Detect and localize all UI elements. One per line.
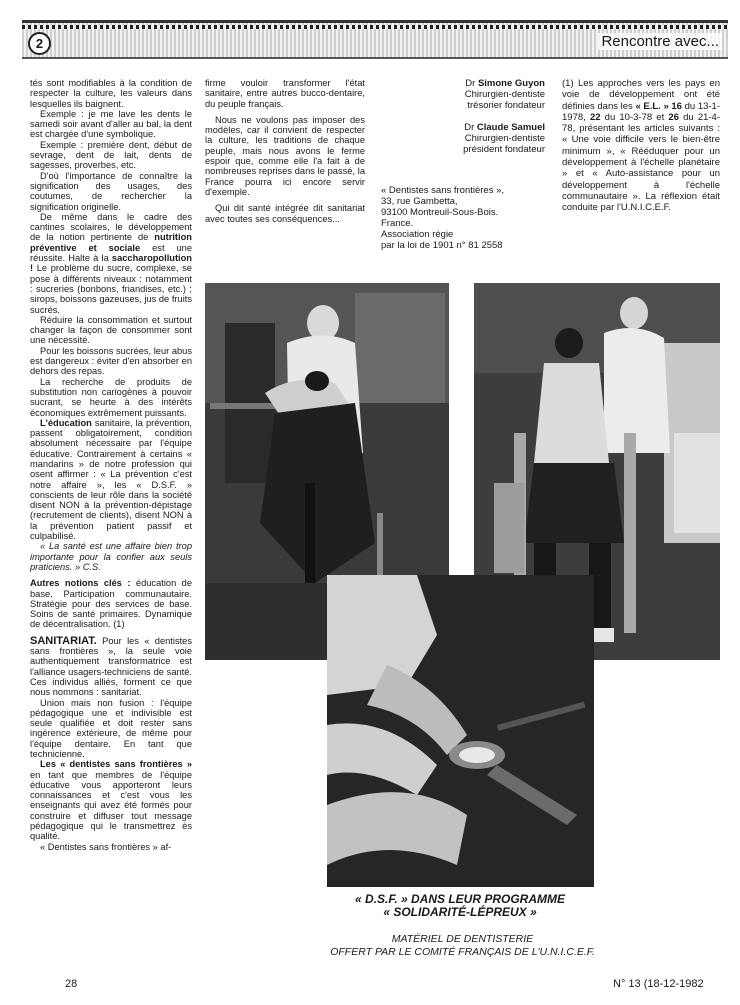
bold-run: « E.L. » 16 [635,100,682,112]
association-address [381,185,546,251]
issue-info: N° 13 (18-12-1982 [613,978,704,990]
quote: « La santé est une affaire bien trop importante pour la confier aux seuls praticiens. » C.S. [30,541,192,572]
signature-2-role: Chirurgien-dentiste [464,133,545,144]
bold-run: L'éducation [40,417,92,428]
key-notions [30,578,192,629]
paragraph: Exemple : je me lave les dents le samedi soir avant d'aller au bal, la dent est chargée d'une symbolique. [30,108,192,140]
text-run: sanitaire, la prévention, passent obligatoirement, condition absolument nécessaire par l'équipe éducative. Contrairement à certains « mandarins » de notre profession qui osent affirmer : « La prévention c'est notre affaire », les « D.S.F. » conscients de leur rôle dans la société disent NON à la prévention-dépistage (recrutement de clients), disent NON à la prévention patient passif et culpabilisé. [30,417,192,542]
text-run: du 21-4-78, présentant les articles suivants : « Une voie difficile vers le bien-être minimum », « Rééduquer pour un développement à l'échelle planétaire » et « Auto-assistance pour un développement à l'échelle communautaire ». La réflexion était conduite par l'U.N.I.C.E.F. [562,111,721,214]
photo-caption [310,893,610,919]
paragraph: tés sont modifiables à la condition de respecter la culture, les valeurs dans lesquelles ils baignent. [30,78,192,109]
paragraph [30,418,192,542]
article-column-2 [205,78,365,224]
bold-run: nutrition préventive et sociale [30,232,192,253]
credit-line: OFFERT PAR LE COMITÉ FRANÇAIS DE L'U.N.I.C.E.F. [330,946,595,958]
text-run: Le problème du sucre, complexe, se pose à différents niveaux : notamment : sucreries (bonbons, friandises, etc.) ; sirops, boissons gazeuses, jus de fruits sucrés. [30,263,192,315]
text-run: Pour les « dentistes sans frontières », la seule voie authentiquement transformatrice est l'alliance usagers-techniciens de santé. Ces individus alliés, forment ce que nous nommons : sanitariat. [30,635,192,698]
caption-line: « D.S.F. » DANS LEUR PROGRAMME [354,892,566,906]
paragraph: Pour les boissons sucrées, leur abus est dangereux : éviter d'en absorber en dehors des repas. [30,345,192,377]
paragraph: « Dentistes sans frontières » af- [40,841,172,852]
paragraph: Réduire la consommation et surtout changer la façon de consommer sont une nécessité. [30,314,192,346]
text-run: (1) Les approches vers les pays en voie de développement ont été définies dans les [562,78,720,112]
bold-run: SANITARIAT. [30,634,97,647]
bold-run: saccharopollution ! [30,253,192,274]
paragraph: Nous ne voulons pas imposer des modèles, car il convient de respecter la culture, les traditions de chaque peuple, mais nous avons le ferme espoir que, comme elle l'a fait à de nombreuses reprises dans le passé, la France pourra ici encore servir d'exemple. [205,114,365,197]
bold-run: Claude Samuel [476,122,545,133]
bold-run: 22 [589,111,601,123]
address-line: 93100 Montreuil-Sous-Bois. [381,207,499,218]
bold-run: 26 [668,111,679,123]
text-run: du 13-1-1978, [562,100,721,123]
text-run: est une réussite. Halte à la [30,242,192,264]
address-line: 33, rue Gambetta, [381,196,458,207]
photo-3-image [327,575,594,887]
credit-line: MATÉRIEL DE DENTISTERIE [391,933,534,945]
address-line: Association régie [381,229,454,240]
bold-run: « dentistes sans frontières » [60,759,192,770]
text-run: De même dans le cadre des cantines scolaires, le développement de la notion pertinente de [30,211,192,243]
signature-1-role: trésorier fondateur [467,100,545,111]
header-stripe [22,25,728,29]
paragraph: Qui dit santé intégrée dit sanitariat avec toutes ses conséquences... [205,203,365,224]
signature-1-role: Chirurgien-dentiste [464,89,545,100]
header-band [22,20,728,59]
bold-run: Simone Guyon [477,78,545,89]
paragraph: Union mais non fusion : l'équipe pédagogique une et indivisible est seule qualifiée et doit rester sans ingérence extérieure, de même pour l'équipe dentaire. En tant que technicienne. [30,697,192,759]
text-run: Dr [465,78,476,89]
paragraph: Exemple : première dent, début de sevrage, dent de lait, dents de sagesses, proverbes, etc. [30,139,192,171]
caption-line: « SOLIDARITÉ-LÉPREUX » [383,905,537,919]
sanitariat-paragraph [30,636,192,698]
signature-2-role: président fondateur [463,144,545,155]
signature-1-name [380,78,545,89]
bold-run: Les [40,759,57,770]
bold-run: Autres notions clés : [30,578,131,589]
text-run: éducation de base. Participation communautaire. Stratégie pour des services de base. Soins de santé primaires. Dynamique de décentralisation. (1) [30,578,193,630]
address-line: France. [381,218,414,229]
text-run: Dr [464,122,475,133]
section-title: Rencontre avec... [598,33,722,50]
page-marker: 2 [28,32,51,55]
text-run: en tant que membres de l'équipe éducative vous apporteront leurs connaissances et c'est vous les enseignants qui avez été formés pour construire et diffuser tout message pédagogique qui le transmettrez ès qualité. [30,769,192,842]
article-column-1 [30,78,192,852]
paragraph: firme vouloir transformer l'état sanitaire, entre autres bucco-dentaire, du peuple français. [205,78,365,109]
address-line: « Dentistes sans frontières », [381,185,505,196]
photo-dental-equipment [327,575,594,887]
paragraph [30,212,192,315]
text-run: du 10-3-78 et [604,111,665,123]
paragraph: D'où l'importance de connaître la signification des usages, des coutumes, de rechercher la signification originelle. [30,170,192,212]
signature-2-name [380,122,545,133]
signatures [380,78,545,155]
address-line: par la loi de 1901 n° 81 2558 [381,240,503,251]
paragraph [30,759,192,841]
page-number: 28 [65,978,78,990]
footnote [562,78,720,214]
paragraph: La recherche de produits de substitution non cariogènes à pouvoir sucrant, se heurte à des intérêts économiques extrêmement puissants. [30,376,192,418]
photo-credit [290,933,635,959]
